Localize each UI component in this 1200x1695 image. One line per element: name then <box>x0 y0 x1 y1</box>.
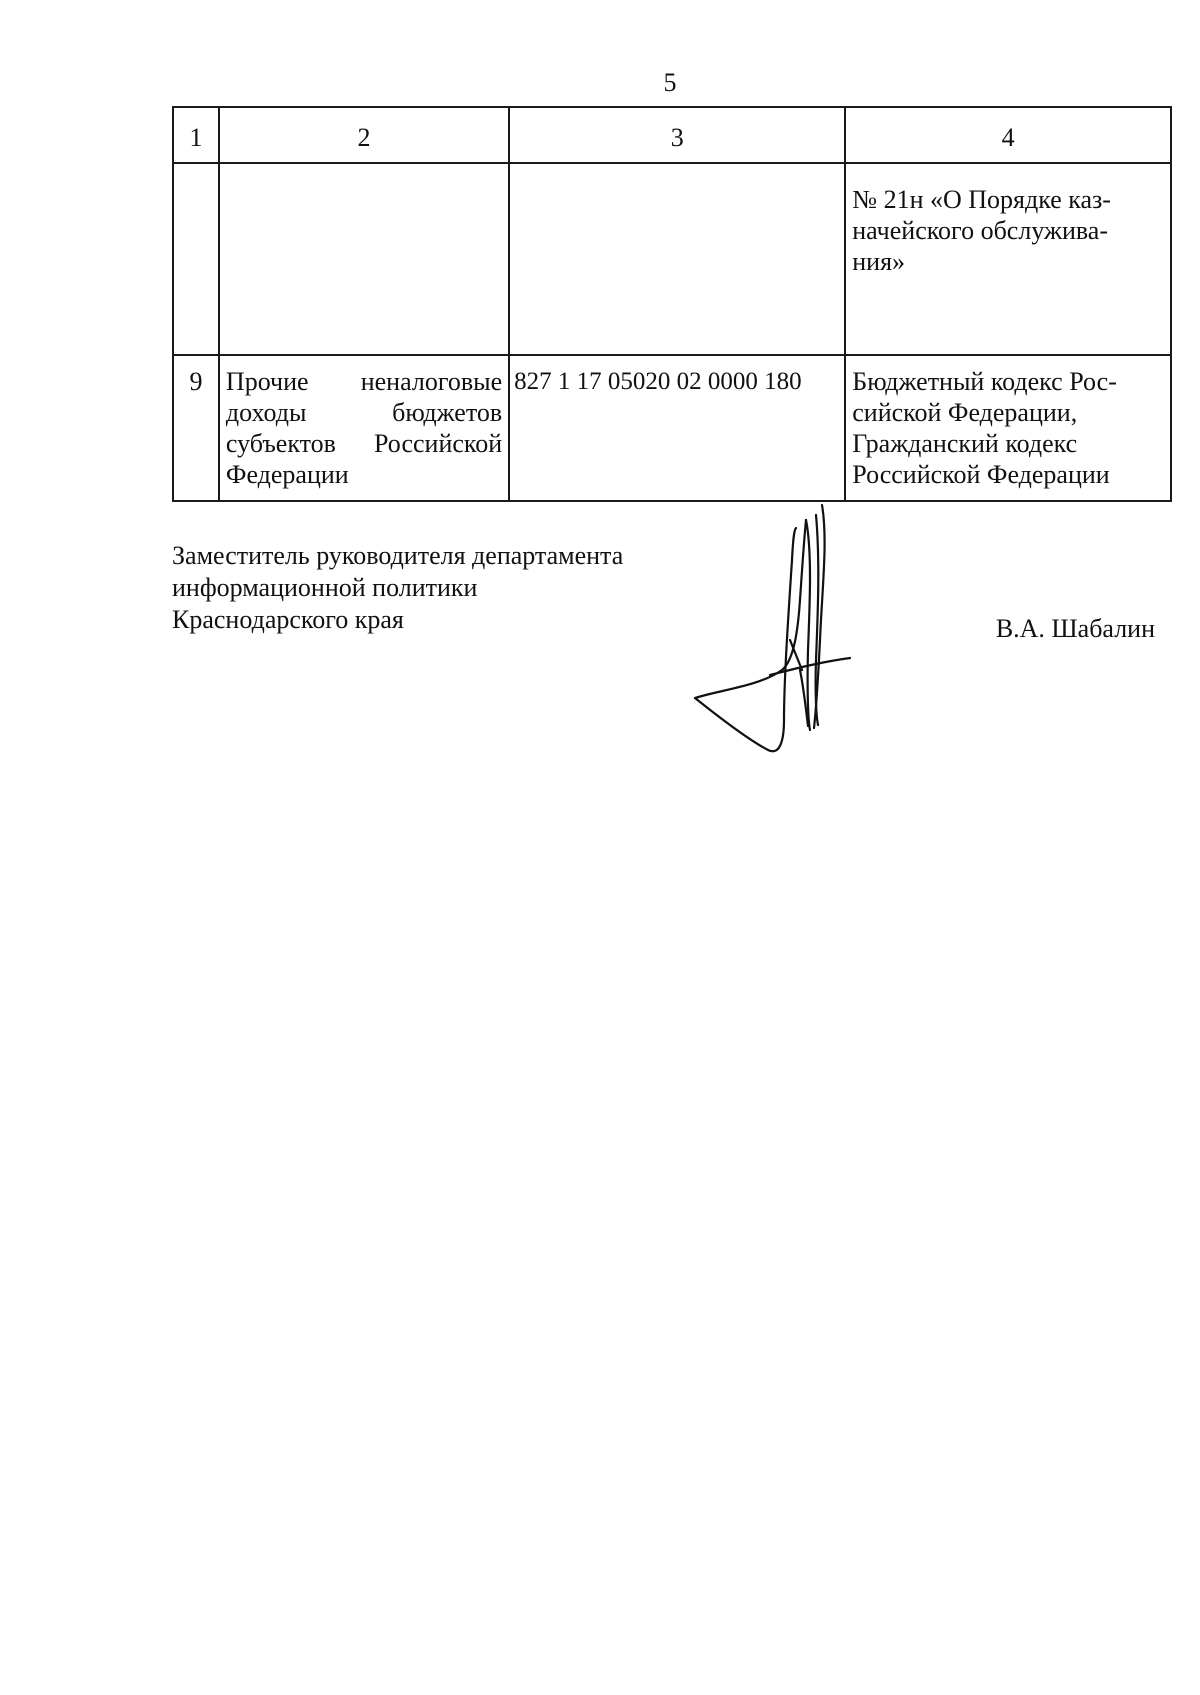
position-line: Заместитель руководителя департамента <box>172 541 624 570</box>
budget-code-cell: 827 1 17 05020 02 0000 180 <box>509 355 845 501</box>
position-line: Краснодарского края <box>172 605 404 634</box>
text-line: Гражданский кодекс <box>852 429 1078 458</box>
legal-basis-cell <box>845 355 1171 501</box>
header-cell-3: 3 <box>509 107 845 163</box>
text-line: Бюджетный кодекс Рос- <box>852 367 1117 396</box>
header-cell-4: 4 <box>845 107 1171 163</box>
empty-cell <box>509 163 845 355</box>
text-line: Прочие неналоговые <box>225 367 503 396</box>
table-row <box>173 163 1171 355</box>
text-line: сийской Федерации, <box>852 398 1078 427</box>
handwritten-signature-icon <box>690 500 860 790</box>
signer-position <box>172 540 623 636</box>
header-cell-1: 1 <box>173 107 219 163</box>
signer-name: В.А. Шабалин <box>995 614 1155 643</box>
text-line: субъектов Российской <box>225 429 503 458</box>
page-number: 5 <box>663 68 677 97</box>
legal-basis-continuation <box>845 163 1171 355</box>
empty-cell <box>219 163 509 355</box>
table-row <box>173 355 1171 501</box>
revenue-name-cell <box>219 355 509 501</box>
position-line: информационной политики <box>172 573 478 602</box>
revenue-table <box>172 106 1172 502</box>
empty-cell <box>173 163 219 355</box>
text-line: начейского обслужива- <box>852 216 1108 245</box>
row-number: 9 <box>173 355 219 501</box>
text-line: доходы бюджетов <box>225 398 503 427</box>
header-cell-2: 2 <box>219 107 509 163</box>
text-line: Федерации <box>225 460 349 489</box>
text-line: № 21н «О Порядке каз- <box>852 185 1111 214</box>
table-header-row <box>173 107 1171 163</box>
text-line: Российской Федерации <box>852 460 1110 489</box>
text-line: ния» <box>852 247 906 276</box>
